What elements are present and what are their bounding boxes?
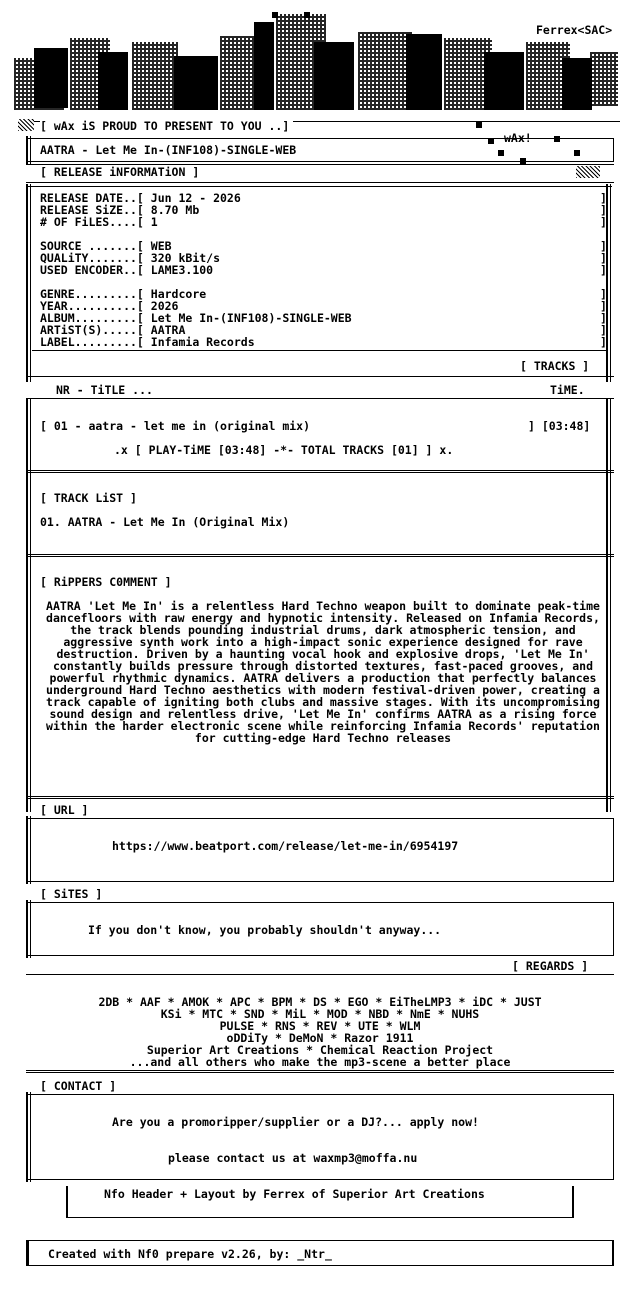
layout-credit: Nfo Header + Layout by Ferrex of Superior Art Creations — [104, 1187, 485, 1201]
credit-label: Ferrex<SAC> — [536, 23, 613, 37]
info-border-left — [26, 184, 31, 382]
rippers-comment: AATRA 'Let Me In' is a relentless Hard Techno weapon built to dominate peak-time dancefloors with raw energy and hypnotic intensity. Released on Infamia Records, the track blends pounding industrial drums, dark atmospheric tension, and aggressive synth work into a high-impact sonic experience designed for rave destruction. Driven by a haunting vocal hook and explosive drops, 'Let Me In' constantly builds pressure through distorted textures, fast-paced grooves, and powerful rhythmic dynamics. AATRA delivers a production that perfectly balances underground Hard Techno aesthetics with modern festival-driven power, creating a track capable of igniting both clubs and massive stages. With its uncompromising sound design and relentless drive, 'Let Me In' confirms AATRA as a rising force within the harder electronic scene while reinforcing Infamia Records' reputation for cutting-edge Hard Techno releases — [46, 599, 600, 745]
release-info-label: [ RELEASE iNFORMATiON ] — [40, 165, 200, 179]
playtime-summary: .x [ PLAY-TiME [03:48] -*- TOTAL TRACKS [01] ] x. — [114, 443, 454, 457]
pattern-decoration — [18, 119, 34, 131]
info-line: QUALiTY.......[ 320 kBit/s — [40, 251, 221, 265]
regards-line: KSi * MTC * SND * MiL * MOD * NBD * NmE * NUHS — [160, 1007, 480, 1021]
regards-line: ...and all others who make the mp3-scene a better place — [129, 1055, 511, 1069]
track-time: ] [03:48] — [528, 419, 591, 433]
tracklist-label: [ TRACK LiST ] — [40, 491, 137, 505]
regards-line: Superior Art Creations * Chemical Reaction Project — [146, 1043, 494, 1057]
url-label: [ URL ] — [40, 803, 89, 817]
tracklist-item: 01. AATRA - Let Me In (Original Mix) — [40, 515, 290, 529]
info-line: ALBUM.........[ Let Me In-(INF108)-SINGLE-WEB — [40, 311, 352, 325]
contact-email[interactable]: please contact us at waxmp3@moffa.nu — [168, 1151, 418, 1165]
info-line: GENRE.........[ Hardcore — [40, 287, 207, 301]
info-line: SOURCE .......[ WEB — [40, 239, 172, 253]
info-line: LABEL.........[ Infamia Records — [40, 335, 255, 349]
info-line: RELEASE SiZE..[ 8.70 Mb — [40, 203, 200, 217]
pattern-decoration — [576, 166, 600, 178]
track-entry: [ 01 - aatra - let me in (original mix) — [40, 419, 311, 433]
col-time: TiME. — [550, 383, 585, 397]
info-line: RELEASE DATE..[ Jun 12 - 2026 — [40, 191, 241, 205]
footer-text: Created with Nf0 prepare v2.26, by: _Ntr_ — [48, 1247, 332, 1261]
col-nr-title: NR - TiTLE ... — [56, 383, 153, 397]
present-label: [ wAx iS PROUD TO PRESENT TO YOU ..] — [40, 120, 293, 132]
comment-label: [ RiPPERS C0MMENT ] — [40, 575, 172, 589]
url-link[interactable]: https://www.beatport.com/release/let-me-in/6954197 — [112, 839, 459, 853]
info-line: YEAR..........[ 2026 — [40, 299, 179, 313]
info-line: ARTiST(S).....[ AATRA — [40, 323, 186, 337]
contact-label: [ CONTACT ] — [40, 1079, 117, 1093]
header-logo — [14, 12, 618, 120]
sites-text: If you don't know, you probably shouldn't anyway... — [88, 923, 442, 937]
contact-apply: Are you a promoripper/supplier or a DJ?... apply now! — [112, 1115, 479, 1129]
release-title: AATRA - Let Me In-(INF108)-SINGLE-WEB — [40, 143, 297, 157]
regards-line: PULSE * RNS * REV * UTE * WLM — [219, 1019, 421, 1033]
wax-label: wAx! — [504, 131, 532, 145]
regards-label: [ REGARDS ] — [512, 959, 589, 973]
tracks-label: [ TRACKS ] — [520, 359, 590, 373]
regards-line: oDDiTy * DeMoN * Razor 1911 — [226, 1031, 414, 1045]
regards-line: 2DB * AAF * AMOK * APC * BPM * DS * EGO * EiTheLMP3 * iDC * JUST — [98, 995, 542, 1009]
info-line: USED ENCODER..[ LAME3.100 — [40, 263, 214, 277]
info-line: # OF FiLES....[ 1 — [40, 215, 158, 229]
sites-label: [ SiTES ] — [40, 887, 103, 901]
